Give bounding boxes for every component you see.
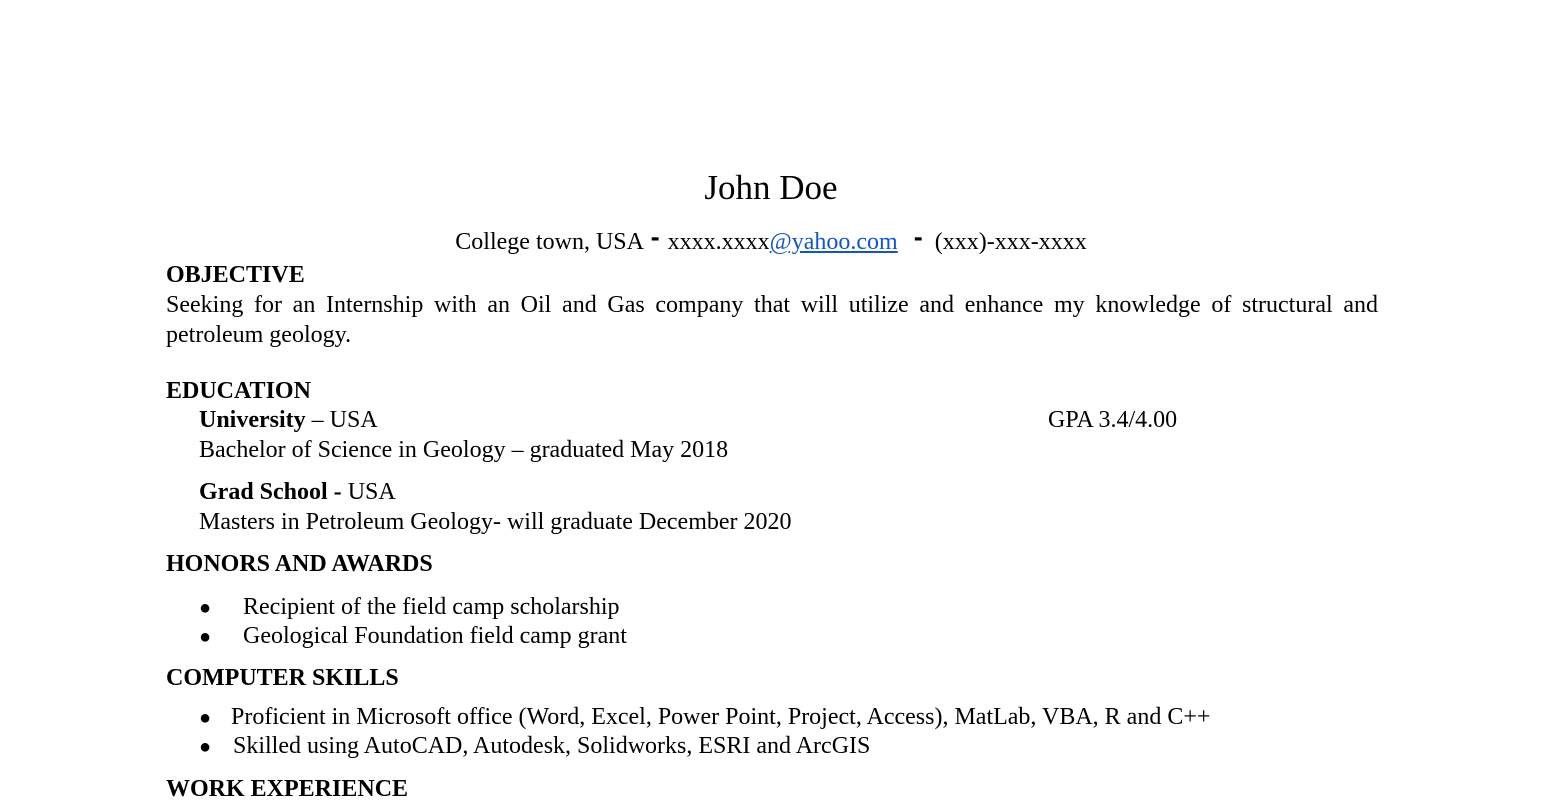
education-entry-2-title bbox=[199, 477, 396, 507]
contact-line bbox=[0, 224, 1542, 258]
contact-separator: - bbox=[913, 222, 923, 252]
skills-item: Skilled using AutoCAD, Autodesk, Solidworks, ESRI and ArcGIS bbox=[233, 733, 871, 759]
skills-item: Proficient in Microsoft office (Word, Excel, Power Point, Project, Access), MatLab, VBA, R and C++ bbox=[231, 704, 1211, 730]
bullet-icon: ● bbox=[199, 736, 212, 758]
contact-separator: - bbox=[650, 222, 660, 252]
email-link[interactable]: @yahoo.com bbox=[769, 229, 898, 255]
phone: (xxx)-xxx-xxxx bbox=[934, 229, 1087, 255]
degree: Masters in Petroleum Geology- will graduate December 2020 bbox=[199, 509, 792, 535]
school-location: – USA bbox=[305, 407, 378, 433]
education-entry-1-title bbox=[199, 405, 378, 435]
honors-heading: HONORS AND AWARDS bbox=[166, 551, 433, 577]
honors-item: Recipient of the field camp scholarship bbox=[243, 594, 620, 620]
honors-item: Geological Foundation field camp grant bbox=[243, 623, 627, 649]
school-name: University bbox=[199, 407, 306, 433]
degree: Bachelor of Science in Geology – graduated May 2018 bbox=[199, 437, 729, 463]
email-user: xxxx.xxxx bbox=[667, 229, 770, 255]
list-item bbox=[199, 702, 211, 733]
objective-heading: OBJECTIVE bbox=[166, 262, 305, 288]
gpa: GPA 3.4/4.00 bbox=[1048, 407, 1178, 433]
objective-text: Seeking for an Internship with an Oil and Gas company that will utilize and enhance my knowledge of structural and petroleum geology. bbox=[166, 292, 1378, 348]
school-location: USA bbox=[341, 479, 396, 505]
school-name: Grad School - bbox=[199, 479, 342, 505]
work-heading: WORK EXPERIENCE bbox=[166, 776, 409, 802]
location: College town, USA bbox=[455, 229, 643, 255]
skills-heading: COMPUTER SKILLS bbox=[166, 665, 399, 691]
education-heading: EDUCATION bbox=[166, 378, 311, 404]
candidate-name: John Doe bbox=[704, 168, 838, 207]
list-item bbox=[199, 621, 211, 652]
bullet-icon: ● bbox=[199, 597, 212, 619]
list-item bbox=[199, 731, 211, 762]
bullet-icon: ● bbox=[199, 707, 212, 729]
bullet-icon: ● bbox=[199, 626, 212, 648]
list-item bbox=[199, 592, 211, 623]
